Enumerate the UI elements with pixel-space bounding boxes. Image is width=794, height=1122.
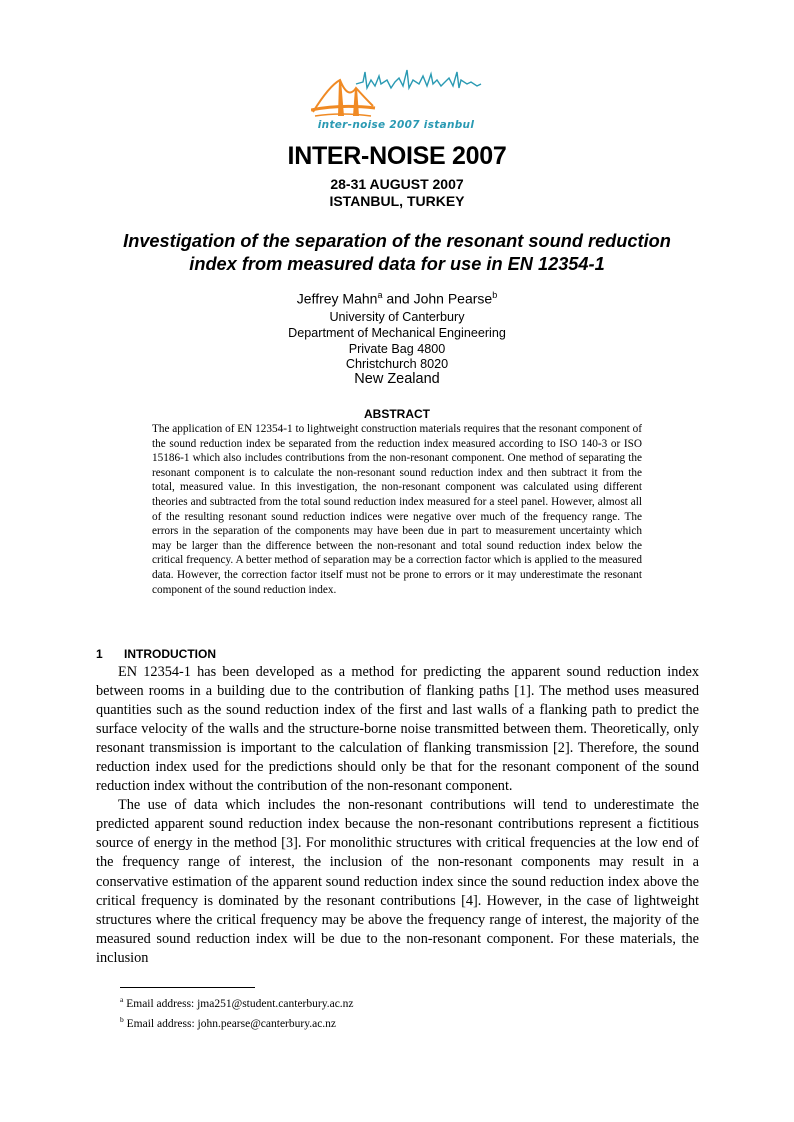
footnote-b-text: Email address: john.pearse@canterbury.ac.nz	[123, 1017, 337, 1030]
section-number: 1	[96, 647, 103, 661]
paper-title	[0, 230, 794, 276]
author-2-footnote-mark: b	[492, 290, 498, 300]
author-conjunction: and	[382, 290, 414, 307]
author-1-footnote-mark: a	[377, 290, 383, 300]
body-paragraph-1: EN 12354-1 has been developed as a method for predicting the apparent sound reduction index between rooms in a building due to the contribution of flanking paths [1]. The method uses measured quantities such as the sound reduction index of the first and last walls of a flanking path to predict the surface velocity of the walls and the structure-borne noise transmitted between them. Theoretically, only resonant transmission is important to the calculation of flanking transmission [2]. Therefore, the sound reduction index used for the predictions should only be that for the resonant component of the sound reduction index without the contribution of the non-resonant component.	[96, 664, 699, 795]
section-body	[96, 663, 699, 968]
affiliation	[0, 310, 794, 373]
section-heading	[96, 647, 216, 661]
conference-title: INTER-NOISE 2007	[287, 142, 507, 170]
author-line	[0, 290, 794, 307]
bridge-tower-right	[353, 88, 359, 116]
author-1: Jeffrey Mahn	[296, 290, 378, 307]
footnote-divider	[120, 987, 255, 988]
affiliation-country: New Zealand	[354, 371, 440, 387]
footnote-b	[120, 1012, 354, 1032]
logo-caption: inter-noise 2007 istanbul	[317, 119, 475, 131]
footnote-a	[120, 992, 354, 1012]
affiliation-university: University of Canterbury	[329, 310, 465, 324]
footnote-a-text: Email address: jma251@student.canterbury.ac.nz	[123, 997, 354, 1010]
abstract-text: The application of EN 12354-1 to lightweight construction materials requires that the resonant component of the sound reduction index be separated from the reduction index measured according to ISO 140-3 or ISO 15186-1 which also includes contributions from the non-resonant component. One method of separating the resonant component is to calculate the non-resonant sound reduction index and then subtract it from the total, measured value. In this investigation, the non-resonant component was calculated using different theories and subtracted from the total sound reduction index measured for a steel panel. However, almost all of the resulting resonant sound reduction indices were negative over much of the frequency range. The errors in the separation of the components may have been due in part to measurement uncertainty which may be larger than the difference between the non-resonant and total sound reduction index below the critical frequency. A better method of separation may be a correction factor which is applied to the measured data. However, the correction factor itself must not be prone to errors or it may underestimate the resonant component of the sound reduction index.	[152, 423, 642, 596]
footnote-b-mark: b	[120, 1014, 124, 1024]
paper-title-line-1: Investigation of the separation of the resonant sound reduction	[123, 231, 671, 251]
conference-location: ISTANBUL, TURKEY	[329, 193, 465, 209]
footnote-a-mark: a	[120, 995, 124, 1004]
author-2: John Pearse	[413, 290, 493, 307]
paper-title-line-2: index from measured data for use in EN 12354-1	[189, 254, 605, 274]
sound-wave-line	[356, 70, 481, 88]
body-paragraph-2: The use of data which includes the non-resonant contributions will tend to underestimate the predicted apparent sound reduction index because the non-resonant contributions represent a fictitious source of energy in the method [3]. For monolithic structures with critical frequencies at the low end of the frequency range of interest, the inclusion of the non-resonant components may result in a conservative estimation of the apparent sound reduction index since the sound reduction index above the critical frequency is dominated by the resonant contributions [4]. However, in the case of lightweight structures where the critical frequency may be above the frequency range of interest, the majority of the measured sound reduction index will be due to the non-resonant component. For these materials, the inclusion	[96, 797, 699, 966]
affiliation-bag: Private Bag 4800	[348, 341, 446, 356]
conference-dates: 28-31 AUGUST 2007	[330, 176, 464, 192]
footnotes	[120, 992, 354, 1032]
affiliation-department: Department of Mechanical Engineering	[288, 325, 506, 340]
section-title: INTRODUCTION	[124, 647, 216, 661]
affiliation-city: Christchurch 8020	[345, 357, 449, 372]
abstract-heading: ABSTRACT	[364, 407, 430, 421]
